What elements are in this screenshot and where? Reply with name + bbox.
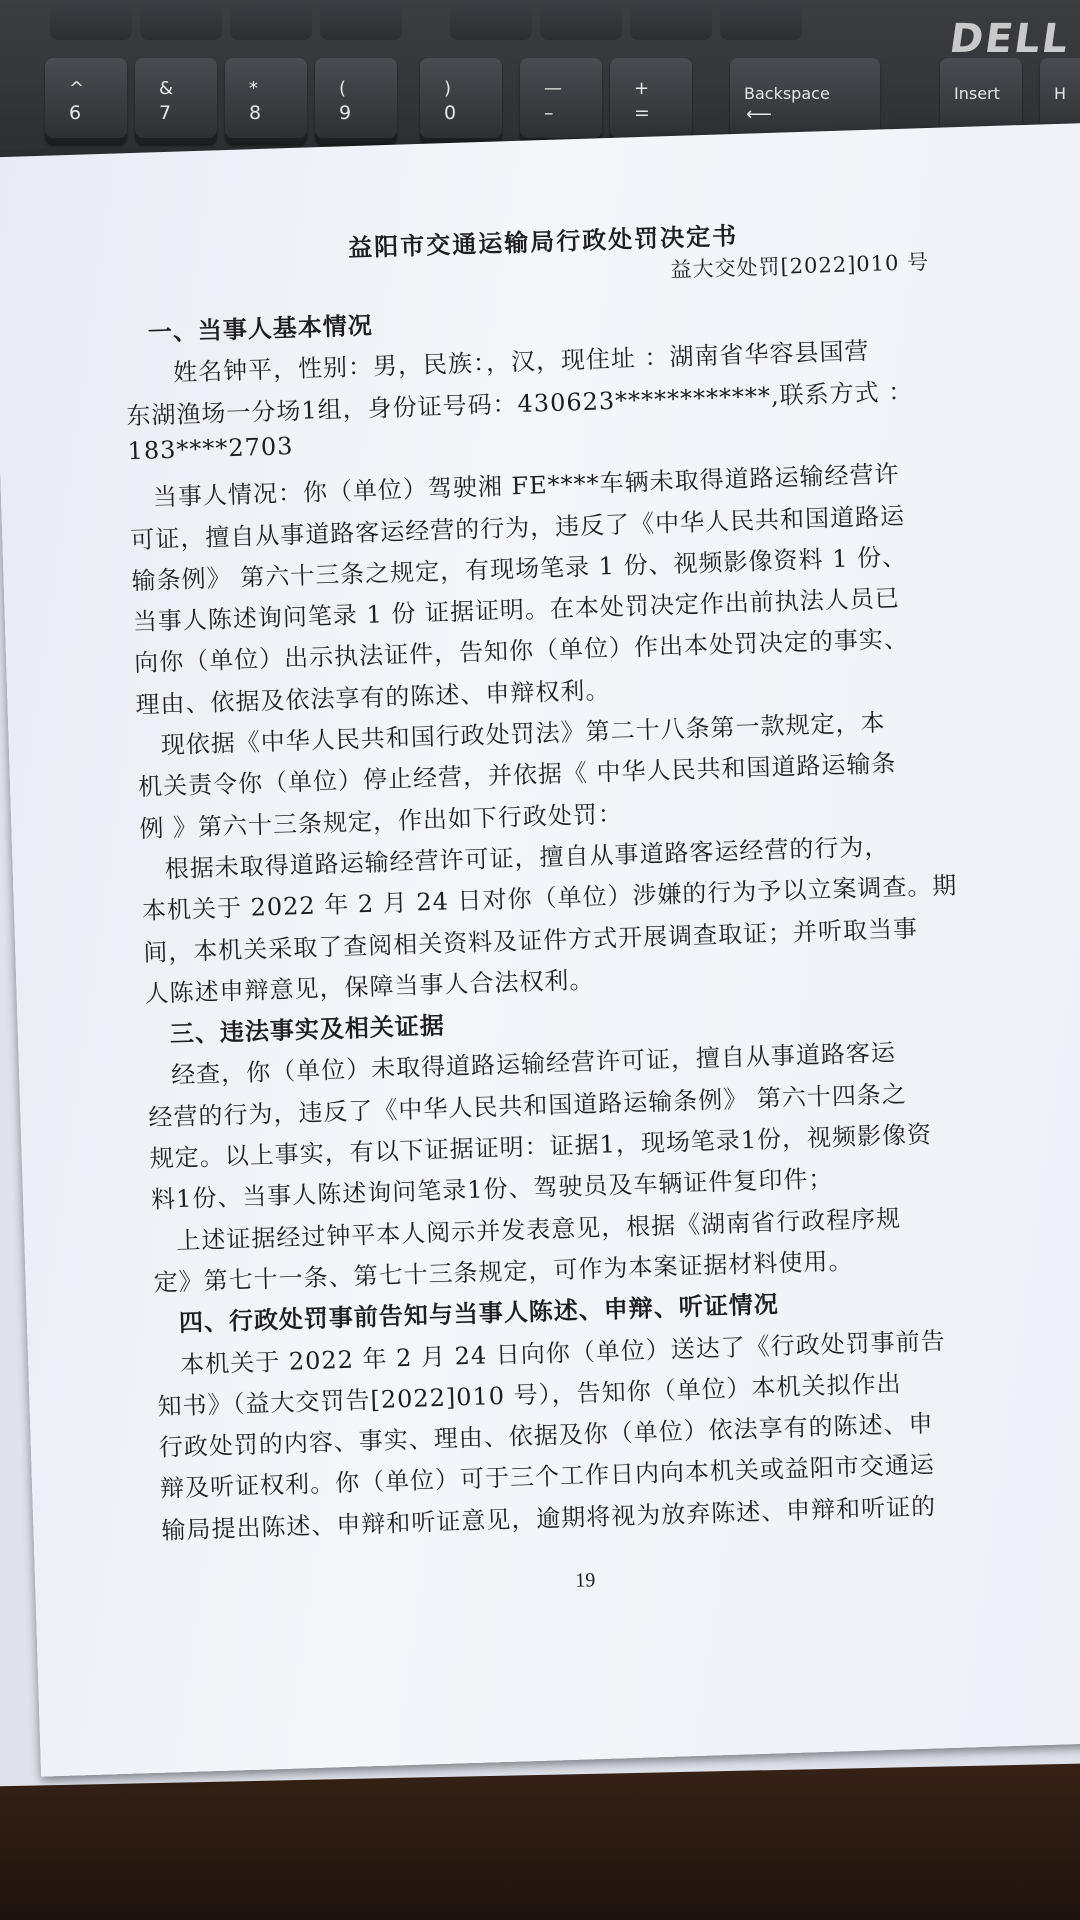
key-minus (520, 58, 602, 144)
function-key (140, 0, 222, 40)
key-symbol: * (249, 78, 258, 99)
body-line: 本机关于 2022 年 2 月 24 日向你（单位）送达了《行政处罚事前告 (179, 1326, 947, 1379)
key-label: H (1054, 84, 1067, 103)
document-title: 益阳市交通运输局行政处罚决定书 (347, 220, 739, 263)
key-9 (315, 58, 397, 144)
key-number: 8 (249, 102, 262, 124)
key-symbol: & (159, 78, 174, 99)
body-line: 输条例》 第六十三条之规定，有现场笔录 1 份、视频影像资料 1 份、 (131, 542, 908, 595)
body-line: 姓名钟平，性别：男，民族：，汉，现住址 ：湖南省华容县国营 (172, 337, 870, 388)
function-key (720, 0, 802, 40)
body-line: 东湖渔场一分场1组，身份证号码：430623************,联系方式 ： (126, 377, 914, 430)
key-symbol: — (544, 78, 562, 99)
section-heading: 三、违法事实及相关证据 (169, 1010, 446, 1049)
key-equals (610, 58, 692, 144)
key-8 (225, 58, 307, 144)
function-key (540, 0, 622, 40)
function-key (230, 0, 312, 40)
body-line: 规定。以上事实，有以下证据证明：证据1，现场笔录1份，视频影像资 (149, 1120, 933, 1173)
key-symbol: ^ (69, 78, 85, 99)
key-number: 0 (444, 102, 457, 124)
body-line: 机关责令你（单位）停止经营，并依据《 中华人民共和国道路运输条 (137, 749, 897, 802)
dell-logo: DELL (947, 16, 1074, 62)
body-line: 理由、依据及依法享有的陈述、申辩权利。 (135, 675, 611, 719)
key-symbol: + (634, 78, 650, 99)
function-key (450, 0, 532, 40)
key-number: 7 (159, 102, 172, 124)
key-number: 9 (339, 102, 352, 124)
function-key (320, 0, 402, 40)
arrow-left-icon: ⟵ (746, 104, 772, 125)
body-line: 当事人情况：你（单位）驾驶湘 FE****车辆未取得道路运输经营许 (152, 460, 900, 512)
document-number: 益大交处罚[2022]010 号 (670, 250, 930, 283)
key-label: Backspace (744, 84, 830, 103)
section-heading: 四、行政处罚事前告知与当事人陈述、申辩、听证情况 (178, 1289, 780, 1338)
body-line: 上述证据经过钟平本人阅示并发表意见，根据《湖南省行政程序规 (175, 1203, 902, 1255)
body-line: 输局提出陈述、申辩和听证意见，逾期将视为放弃陈述、申辩和听证的 (161, 1492, 937, 1545)
body-line: 根据未取得道路运输经营许可证，擅自从事道路客运经营的行为， (164, 832, 890, 884)
key-number: = (634, 102, 650, 124)
body-line: 人陈述申辩意见，保障当事人合法权利。 (144, 965, 595, 1008)
key-7 (135, 58, 217, 144)
body-line: 当事人陈述询问笔录 1 份 证据证明。在本处罚决定作出前执法人员已 (132, 584, 901, 637)
body-line: 现依据《中华人民共和国行政处罚法》第二十八条第一款规定，本 (160, 708, 886, 760)
page-number: 19 (574, 1569, 596, 1592)
body-line: 例 》第六十三条规定，作出如下行政处罚： (138, 799, 624, 843)
document-page (0, 123, 1080, 1777)
key-number: – (544, 102, 554, 124)
key-number: 6 (69, 102, 82, 124)
function-key (630, 0, 712, 40)
key-6 (45, 58, 127, 144)
key-label: Insert (954, 84, 1000, 103)
body-line: 间，本机关采取了查阅相关资料及证件方式开展调查取证；并听取当事 (142, 914, 919, 967)
body-line: 行政处罚的内容、事实、理由、依据及你（单位）依法享有的陈述、申 (158, 1409, 934, 1462)
body-line: 可证，擅自从事道路客运经营的行为，违反了《中华人民共和国道路运 (129, 501, 906, 554)
key-0 (420, 58, 502, 144)
body-line: 183****2703 (127, 431, 294, 466)
key-symbol: ) (444, 78, 452, 99)
body-line: 向你（单位）出示执法证件，告知你（单位）作出本处罚决定的事实、 (133, 625, 910, 678)
body-line: 料1份、当事人陈述询问笔录1份、驾驶员及车辆证件复印件； (150, 1164, 834, 1215)
section-heading: 一、当事人基本情况 (147, 310, 374, 347)
body-line: 本机关于 2022 年 2 月 24 日对你（单位）涉嫌的行为予以立案调查。期 (141, 871, 958, 926)
body-line: 知书》（益大交罚告[2022]010 号），告知你（单位）本机关拟作出 (157, 1369, 902, 1421)
body-line: 定》第七十一条、第七十三条规定，可作为本案证据材料使用。 (153, 1246, 854, 1297)
function-key (50, 0, 132, 40)
body-line: 辩及听证权利。你（单位）可于三个工作日内向本机关或益阳市交通运 (159, 1450, 936, 1504)
body-line: 经营的行为，违反了《中华人民共和国道路运输条例》 第六十四条之 (148, 1079, 908, 1132)
key-symbol: ( (339, 78, 347, 99)
body-line: 经查，你（单位）未取得道路运输经营许可证，擅自从事道路客运 (170, 1038, 897, 1090)
